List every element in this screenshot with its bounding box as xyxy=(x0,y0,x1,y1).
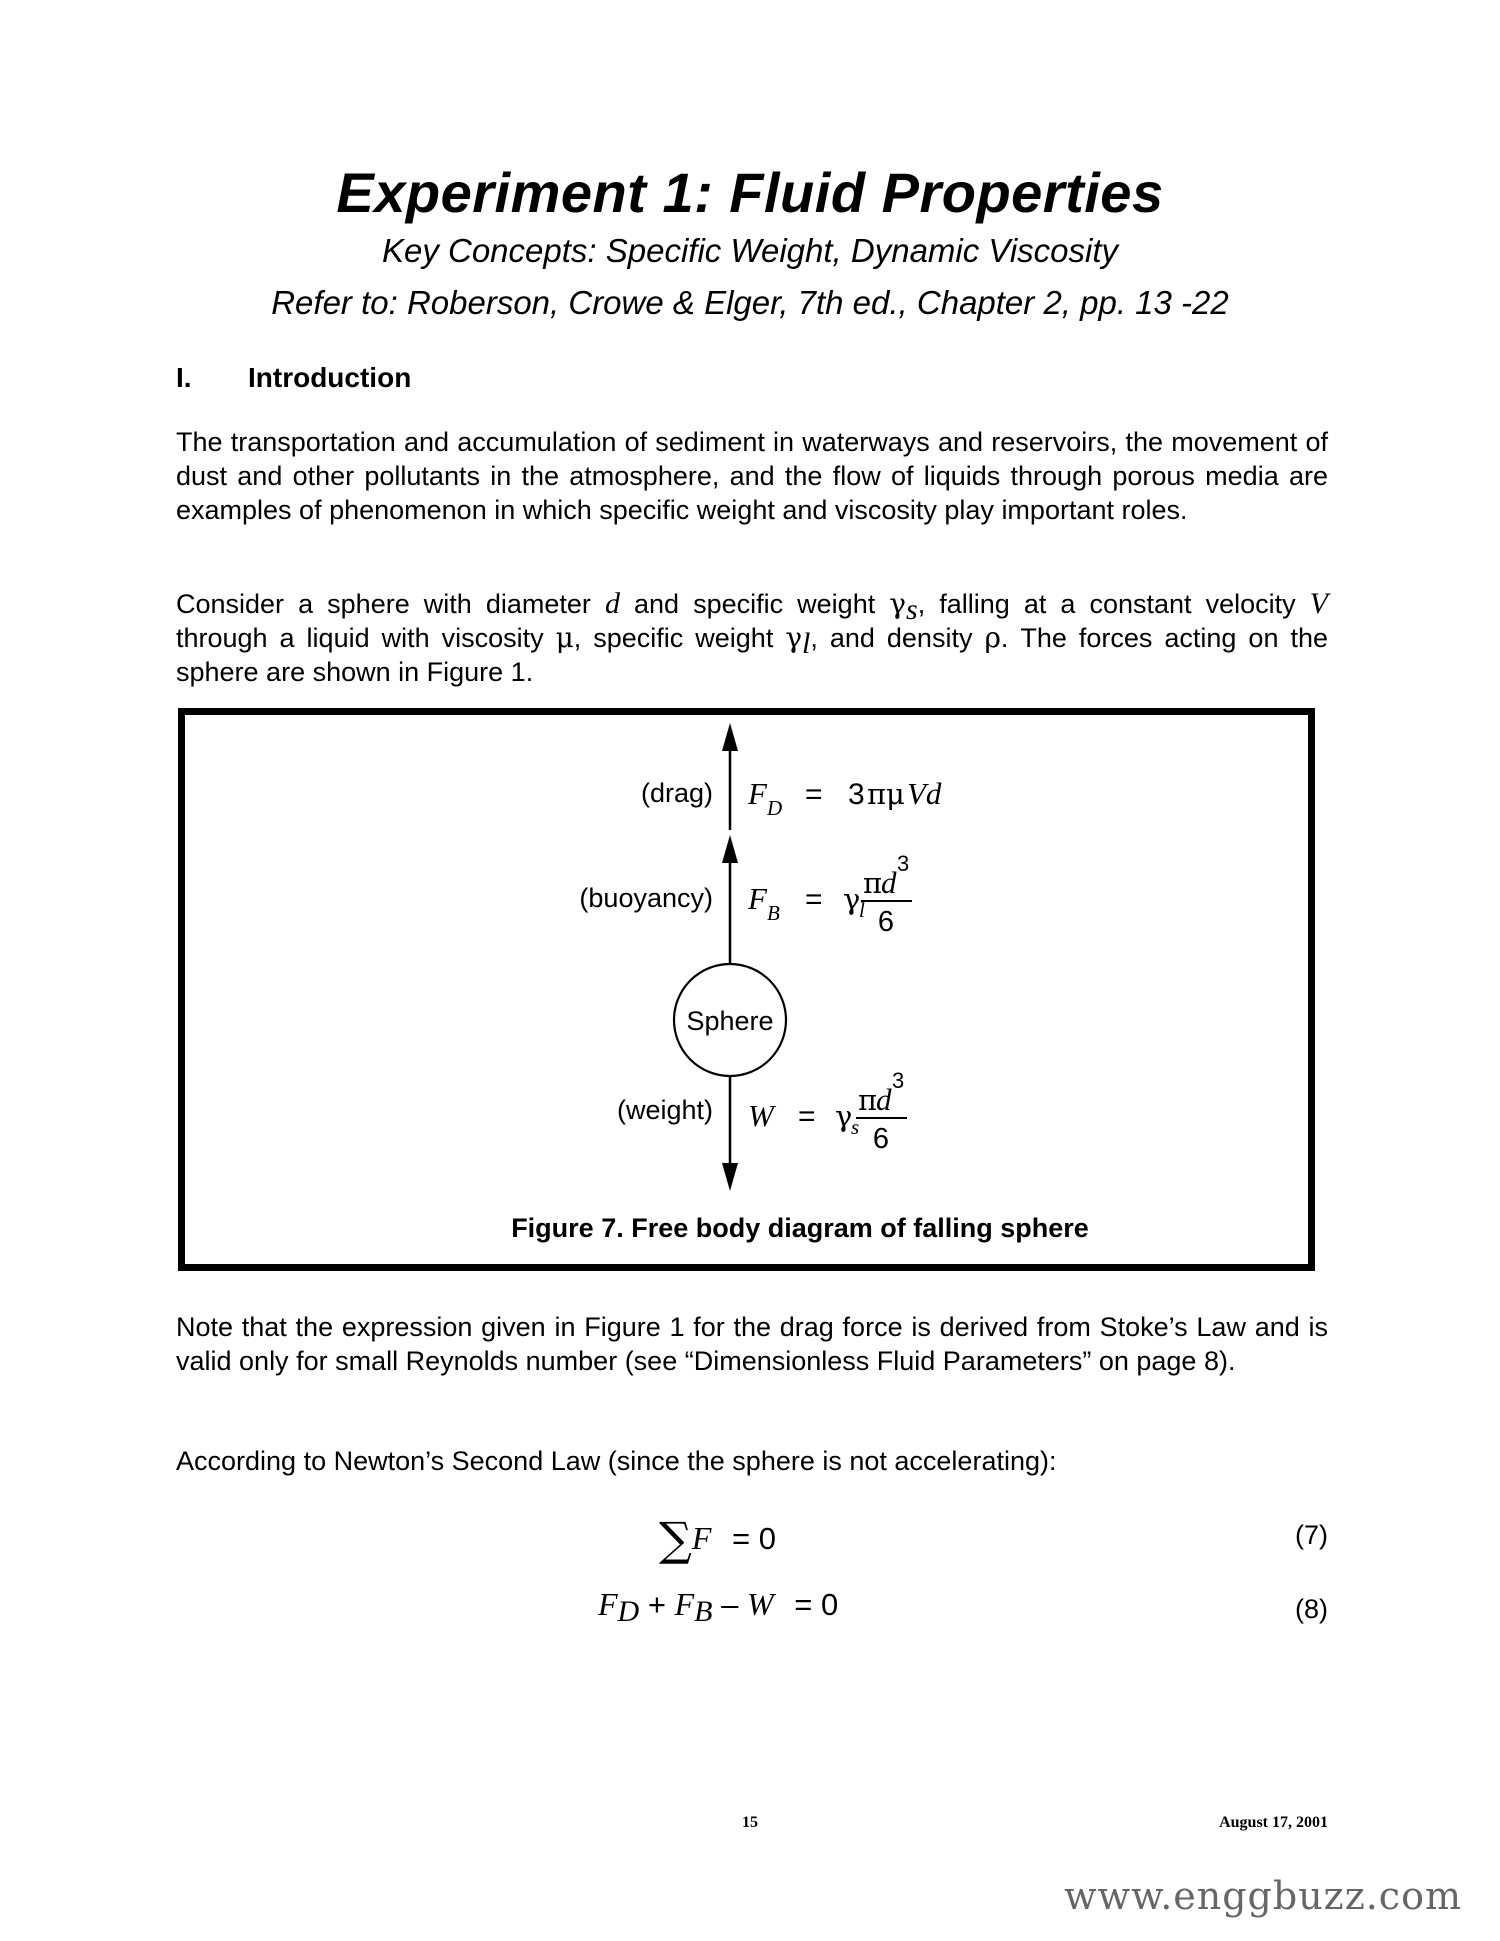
weight-eq-exponent: 3 xyxy=(892,1068,905,1093)
weight-eq-gamma-sub: s xyxy=(851,1115,860,1139)
buoyancy-eq-exponent: 3 xyxy=(897,851,910,876)
weight-arrowhead xyxy=(722,1163,738,1191)
symbol-gamma-s: γ xyxy=(889,587,906,620)
eq8-plus: + xyxy=(647,1587,666,1622)
page-title: Experiment 1: Fluid Properties xyxy=(336,161,1164,224)
buoyancy-eq-gamma: γ xyxy=(843,882,861,916)
buoyancy-eq-pi: π xyxy=(863,866,883,900)
newton-second-law-paragraph: According to Newton’s Second Law (since the sphere is not accelerating): xyxy=(176,1446,1057,1476)
drag-eq-pi-mu: πμ xyxy=(867,777,905,811)
drag-arrowhead xyxy=(722,723,738,751)
eq7-F: F xyxy=(691,1520,712,1556)
stokes-law-note-paragraph: Note that the expression given in Figure 1 for the drag force is derived from Stoke’s Law and is valid only for small Reynolds number (see “Dimensionless Fluid Parameters” on page 8). xyxy=(176,1312,1328,1376)
intro-paragraph: The transportation and accumulation of sediment in waterways and reservoirs, the movement of dust and other pollutants in the atmosphere, and the flow of liquids through porous media are examples of phenomenon in which specific weight and viscosity play important roles. xyxy=(176,427,1328,525)
eq8-FB-sub: B xyxy=(694,1595,713,1628)
subscript-l: l xyxy=(802,627,811,660)
key-concepts-subtitle: Key Concepts: Specific Weight, Dynamic Viscosity xyxy=(381,232,1119,269)
text-run: . The forces acting on the sphere are shown in Figure 1. xyxy=(176,623,1328,687)
eq7-rhs: = 0 xyxy=(732,1521,776,1556)
reference-subtitle: Refer to: Roberson, Crowe & Elger, 7th ed., Chapter 2, pp. 13 -22 xyxy=(271,284,1229,321)
symbol-d: d xyxy=(604,587,620,620)
buoyancy-eq-d: d xyxy=(881,865,897,900)
weight-eq-d: d xyxy=(876,1082,892,1117)
equation-7 xyxy=(659,1512,776,1566)
drag-eq-F: F xyxy=(748,776,767,811)
weight-label: (weight) xyxy=(616,1095,713,1125)
weight-eq-denominator: 6 xyxy=(872,1123,890,1155)
symbol-rho: ρ xyxy=(984,621,1001,654)
symbol-gamma-l: γ xyxy=(785,621,803,654)
text-run: through a liquid with viscosity xyxy=(176,623,556,653)
symbol-mu: μ xyxy=(555,621,574,654)
buoyancy-eq-F: F xyxy=(748,881,767,916)
weight-eq-gamma: γ xyxy=(835,1099,853,1133)
text-run: Consider a sphere with diameter xyxy=(176,589,605,619)
eq8-minus: – xyxy=(721,1587,739,1622)
drag-eq-Vd: Vd xyxy=(907,776,942,811)
buoyancy-eq-denominator: 6 xyxy=(877,906,895,938)
equation-8 xyxy=(598,1586,839,1628)
text-run: and specific weight xyxy=(619,589,890,619)
drag-eq-three: 3 xyxy=(848,778,865,811)
page-number: 15 xyxy=(742,1814,758,1831)
buoyancy-eq-gamma-sub: l xyxy=(859,898,865,922)
weight-eq-W: W xyxy=(748,1098,774,1133)
drag-label: (drag) xyxy=(640,778,713,808)
equation-8-number: (8) xyxy=(1295,1594,1328,1624)
sphere-label: Sphere xyxy=(686,1006,774,1036)
figure-caption: Figure 7. Free body diagram of falling sphere xyxy=(511,1213,1089,1243)
section-number: I. xyxy=(176,362,192,393)
buoyancy-eq-equals: = xyxy=(805,883,823,916)
drag-eq-equals: = xyxy=(805,778,823,811)
text-run: , and density xyxy=(810,623,985,653)
section-title: Introduction xyxy=(248,362,412,393)
eq8-FB: F xyxy=(674,1586,695,1622)
eq8-rhs: = 0 xyxy=(794,1587,839,1622)
free-body-diagram-figure xyxy=(178,708,1315,1271)
text-run: , falling at a constant velocity xyxy=(917,589,1310,619)
equation-7-number: (7) xyxy=(1295,1520,1328,1550)
buoyancy-arrowhead xyxy=(722,835,738,863)
weight-eq-equals: = xyxy=(798,1100,816,1133)
sphere-description-paragraph xyxy=(176,587,1328,689)
eq8-FD: F xyxy=(598,1586,618,1622)
buoyancy-label: (buoyancy) xyxy=(579,883,713,913)
sigma-symbol: ∑ xyxy=(659,1512,692,1566)
subscript-s: s xyxy=(906,593,918,626)
section-heading xyxy=(176,362,411,394)
eq8-FD-sub: D xyxy=(617,1595,640,1628)
footer-date: August 17, 2001 xyxy=(1219,1814,1328,1831)
free-body-diagram xyxy=(185,715,1308,1264)
text-run: , specific weight xyxy=(573,623,786,653)
weight-eq-pi: π xyxy=(858,1083,878,1117)
watermark: www.enggbuzz.com xyxy=(1064,1874,1462,1918)
buoyancy-eq-sub: B xyxy=(767,901,780,925)
drag-eq-sub: D xyxy=(767,796,783,820)
symbol-V: V xyxy=(1309,587,1328,620)
eq8-W: W xyxy=(746,1586,774,1622)
